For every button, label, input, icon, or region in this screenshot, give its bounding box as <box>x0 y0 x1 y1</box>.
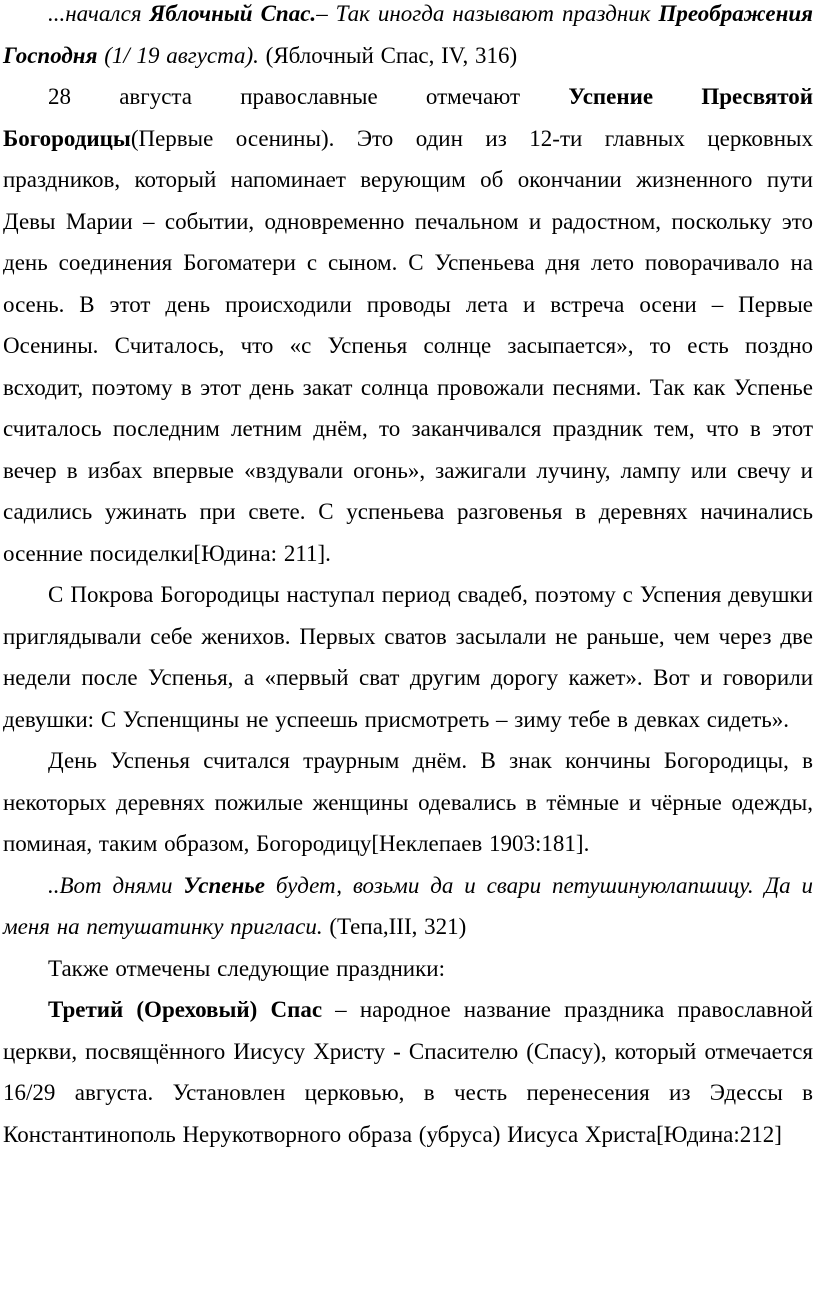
text-run: (Тепа,III, 321) <box>329 914 467 939</box>
text-run: Успение Пресвятой Богородицы <box>3 84 814 151</box>
text-run: Яблочный Спас. <box>149 1 317 26</box>
paragraph-pokrov-svadby <box>3 574 813 740</box>
text-run: Третий (Ореховый) Спас <box>48 997 323 1022</box>
text-run: (Первые осенины). Это один из 12-ти главных церковных праздников, который напоминает верующим об окончании жизненного пути Девы Марии – событии, одновременно печальном и радостном, поскольку это день соединения Богоматери с сыном. С Успеньева дня лето поворачивало на осень. В этот день происходили проводы лета и встреча осени – Первые Осенины. Считалось, что «с Успенья солнце засыпается», то есть поздно всходит, поэтому в этот день закат солнца провожали песнями. Так как Успенье считалось последним летним днём, то заканчивался праздник тем, что в этот вечер в избах впервые «вздували огонь», зажигали лучину, лампу или свечу и садились ужинать при свете. С успеньева разговенья в деревнях начинались осенние посиделки[Юдина: 211]. <box>3 125 813 566</box>
paragraph-takzhe-otmecheny <box>3 948 813 990</box>
text-run: ..Вот днями <box>48 872 184 898</box>
text-run: – народное название праздника православной церкви, посвящённого Иисусу Христу - Спасителю (Спасу), который отмечается 16/29 августа. Установлен церковью, в честь перенесения из Эдессы в Константинополь Нерукотворного образа (убруса) Иисуса Христа[Юдина:212] <box>3 997 813 1147</box>
text-run: (1/ 19 августа). <box>104 42 266 68</box>
text-run: Также отмечены следующие праздники: <box>48 955 445 981</box>
text-run: С Покрова Богородицы наступал период свадеб, поэтому с Успения девушки приглядывали себе женихов. Первых сватов засылали не раньше, чем через две недели после Успенья, а «первый сват другим дорогу кажет». Вот и говорили девушки: С Успенщины не успеешь присмотреть – зиму тебе в девках сидеть». <box>3 582 813 732</box>
text-run: ...начался <box>48 1 150 26</box>
text-run: День Успенья считался траурным днём. В знак кончины Богородицы, в некоторых деревнях пожилые женщины одевались в тёмные и чёрные одежды, поминая, таким образом, Богородицу[Неклепаев 1903:181]. <box>3 748 813 856</box>
paragraph-traurny-den <box>3 740 813 865</box>
text-run: будет, возьми да и свари петушинуюлапшицу. Да и меня на петушатинку пригласи. <box>3 872 813 939</box>
text-run: – Так иногда называют праздник <box>316 1 659 26</box>
text-run: 28 августа православные отмечают <box>48 84 569 109</box>
text-run: (Яблочный Спас, IV, 316) <box>265 42 518 68</box>
paragraph-tretiy-spas <box>3 989 813 1155</box>
text-run: Преображения Господня <box>3 1 813 68</box>
text-run: Успенье <box>183 872 276 898</box>
paragraph-citata-uspenye <box>3 865 813 948</box>
paragraph-uspenie <box>3 76 813 574</box>
paragraph-yablochny-spas <box>3 0 813 76</box>
